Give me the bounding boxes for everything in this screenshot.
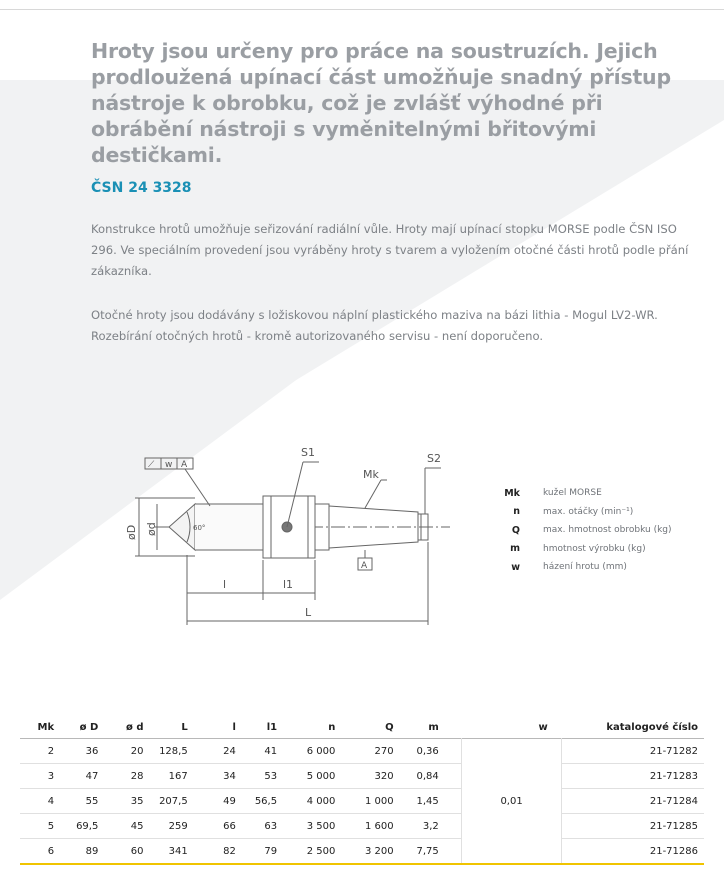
cell-n: 5 000 xyxy=(306,770,336,782)
legend-desc: hmotnost výrobku (kg) xyxy=(543,543,646,554)
table-row xyxy=(20,814,704,839)
legend-symbol: Mk xyxy=(504,487,520,499)
legend-symbol: w xyxy=(511,561,520,573)
label-mk: Mk xyxy=(363,468,379,481)
cell-d: 36 xyxy=(85,745,99,757)
headline: Hroty jsou určeny pro práce na soustruzích. Jejich prodloužená upínací část umožňuje snadný přístup nástroje k obrobku, což je zvlášť výhodné při obrábění nástroji s vyměnitelnými břitovými destičkami. xyxy=(91,39,671,167)
cell-l: 207,5 xyxy=(159,795,188,807)
cell-n: 2 500 xyxy=(306,845,336,857)
col-Q: Q xyxy=(385,721,394,733)
table-row xyxy=(20,764,704,789)
legend-row xyxy=(500,503,672,522)
table-row xyxy=(20,789,704,814)
cell-mk: 4 xyxy=(47,795,55,807)
col-d: ø d xyxy=(126,721,144,733)
label-l1: l1 xyxy=(283,578,294,591)
cell-mk: 2 xyxy=(47,745,55,757)
cell-l: 341 xyxy=(168,845,188,857)
label-s1: S1 xyxy=(301,446,315,459)
cell-mk: 5 xyxy=(47,820,55,832)
cell-w: 0,01 xyxy=(461,739,561,865)
col-l: l xyxy=(232,721,236,733)
legend-desc: házení hrotu (mm) xyxy=(543,562,627,573)
tol-a: A xyxy=(181,460,188,470)
cell-m: 1,45 xyxy=(416,795,439,807)
cell-n: 3 500 xyxy=(306,820,336,832)
cell-l1: 56,5 xyxy=(254,795,278,807)
col-n: n xyxy=(328,721,336,733)
legend-row xyxy=(500,521,672,540)
cell-d: 28 xyxy=(130,770,144,782)
top-divider xyxy=(0,9,724,10)
label-l: l xyxy=(223,578,227,591)
cell-q: 320 xyxy=(374,770,394,782)
legend-desc: kužel MORSE xyxy=(543,488,602,499)
col-L: L xyxy=(181,721,188,733)
symbol-legend xyxy=(500,484,672,577)
label-angle: 60° xyxy=(193,524,206,532)
table-header-row xyxy=(20,716,704,739)
cell-d: 47 xyxy=(85,770,99,782)
cell-catalog-number: 21-71286 xyxy=(649,845,698,857)
cell-m: 7,75 xyxy=(416,845,439,857)
technical-drawing xyxy=(125,440,475,640)
cell-catalog-number: 21-71285 xyxy=(649,820,698,832)
cell-l: 49 xyxy=(223,795,236,807)
cell-m: 3,2 xyxy=(422,820,439,832)
cell-l: 167 xyxy=(168,770,188,782)
cell-d: 60 xyxy=(130,845,144,857)
cell-q: 3 200 xyxy=(364,845,394,857)
cell-d: 89 xyxy=(85,845,99,857)
standard-number: ČSN 24 3328 xyxy=(91,180,192,196)
cell-q: 270 xyxy=(374,745,394,757)
cell-l1: 79 xyxy=(264,845,278,857)
cell-catalog-number: 21-71284 xyxy=(649,795,698,807)
cell-n: 6 000 xyxy=(306,745,336,757)
datum-a: A xyxy=(361,561,368,571)
table-row xyxy=(20,839,704,865)
legend-row xyxy=(500,540,672,559)
label-D: øD xyxy=(125,524,138,540)
label-d: ød xyxy=(145,522,158,536)
cell-mk: 6 xyxy=(47,845,55,857)
cell-catalog-number: 21-71282 xyxy=(649,745,698,757)
cell-l1: 63 xyxy=(264,820,278,832)
cell-d: 20 xyxy=(130,745,144,757)
cell-d: 69,5 xyxy=(76,820,99,832)
cell-catalog-number: 21-71283 xyxy=(649,770,698,782)
legend-row xyxy=(500,484,672,503)
legend-desc: max. hmotnost obrobku (kg) xyxy=(543,525,672,536)
legend-row xyxy=(500,558,672,577)
description-paragraph-2: Otočné hroty jsou dodávány s ložiskovou náplní plastického maziva na bázi lithia - Mogul LV2-WR. Rozebírání otočných hrotů - kromě autorizovaného servisu - není doporučeno. xyxy=(91,308,658,343)
cell-l: 34 xyxy=(223,770,236,782)
cell-l1: 41 xyxy=(264,745,278,757)
description-paragraph-1: Konstrukce hrotů umožňuje seřizování radiální vůle. Hroty mají upínací stopku MORSE podle ČSN ISO 296. Ve speciálním provedení jsou vyráběny hroty s tvarem a vyložením otočné části hrotů podle přání zákazníka. xyxy=(91,222,689,278)
cell-l1: 53 xyxy=(264,770,278,782)
label-s2: S2 xyxy=(427,452,441,465)
cell-l: 24 xyxy=(223,745,236,757)
col-l1: l1 xyxy=(266,721,278,733)
label-L: L xyxy=(305,606,312,619)
tol-symbol: ⟋ xyxy=(148,460,155,470)
col-D: ø D xyxy=(79,721,99,733)
table-row xyxy=(20,739,704,764)
legend-symbol: m xyxy=(510,543,520,555)
cell-l: 259 xyxy=(168,820,188,832)
legend-symbol: n xyxy=(513,506,520,518)
tol-w: w xyxy=(165,460,173,470)
col-m: m xyxy=(428,721,439,733)
cell-l: 128,5 xyxy=(159,745,188,757)
cell-q: 1 600 xyxy=(364,820,394,832)
col-w: w xyxy=(538,721,548,733)
legend-symbol: Q xyxy=(511,524,520,536)
col-catalog: katalogové číslo xyxy=(606,721,698,733)
cell-l: 66 xyxy=(223,820,236,832)
cell-d: 45 xyxy=(130,820,144,832)
spec-table xyxy=(20,716,704,865)
legend-desc: max. otáčky (min⁻¹) xyxy=(543,506,634,517)
cell-q: 1 000 xyxy=(364,795,394,807)
cell-d: 35 xyxy=(130,795,144,807)
cell-d: 55 xyxy=(85,795,99,807)
cell-mk: 3 xyxy=(47,770,55,782)
cell-m: 0,84 xyxy=(416,770,439,782)
cell-m: 0,36 xyxy=(416,745,439,757)
cell-l: 82 xyxy=(223,845,236,857)
col-mk: Mk xyxy=(37,721,55,733)
cell-n: 4 000 xyxy=(306,795,336,807)
